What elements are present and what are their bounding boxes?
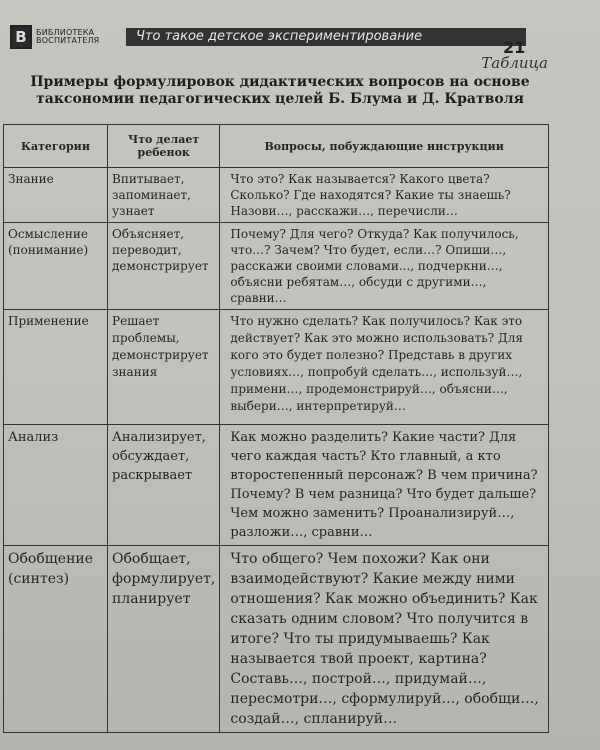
table-row <box>4 223 549 310</box>
page-header <box>6 24 526 57</box>
table-title <box>20 74 540 108</box>
questions-cell: Что нужно сделать? Как получилось? Как это действует? Как это можно использовать? Для кого это будет полезно? Представь в других условиях…, попробуй сделать…, используй…, примени…, продемонстрируй…, объясни…, выбери…, интерпретируй… <box>220 310 549 425</box>
table-row <box>4 546 549 733</box>
series-name-line2: ВОСПИТАТЕЛЯ <box>36 36 100 45</box>
category-cell: Осмысление (понимание) <box>4 223 108 310</box>
column-header-action: Что делает ребенок <box>108 125 220 168</box>
taxonomy-table <box>3 124 549 733</box>
questions-cell: Почему? Для чего? Откуда? Как получилось, что…? Зачем? Что будет, если…? Опиши…, расскажи своими словами..., подчеркни…, объясни ребятам…, обсуди с другими…, сравни… <box>220 223 549 310</box>
action-cell: Объясняет, переводит, демонстрирует <box>108 223 220 310</box>
category-cell: Обобщение (синтез) <box>4 546 108 733</box>
table-row <box>4 168 549 223</box>
section-title: Что такое детское экспериментирование <box>126 28 526 46</box>
table-row <box>4 425 549 546</box>
questions-cell: Что общего? Чем похожи? Как они взаимодействуют? Какие между ними отношения? Как можно объединить? Как сказать одним словом? Что получится в итоге? Что ты придумываешь? Как называется твой проект, картина? Составь…, построй…, придумай…, пересмотри…, сформулируй…, обобщи…, создай…, спланируй… <box>220 546 549 733</box>
series-logo: В <box>10 25 32 49</box>
action-cell: Анализирует, обсуждает, раскрывает <box>108 425 220 546</box>
action-cell: Решает проблемы, демонстрирует знания <box>108 310 220 425</box>
questions-cell: Как можно разделить? Какие части? Для чего каждая часть? Кто главный, а кто второстепенный персонаж? В чем причина? Почему? В чем разница? Что будет дальше? Чем можно заменить? Проанализируй…, разложи…, сравни… <box>220 425 549 546</box>
category-cell: Анализ <box>4 425 108 546</box>
category-cell: Применение <box>4 310 108 425</box>
series-name <box>36 29 106 45</box>
table-label: Таблица <box>481 54 548 72</box>
table-title-line1: Примеры формулировок дидактических вопросов на основе <box>30 74 530 90</box>
category-cell: Знание <box>4 168 108 223</box>
table-title-line2: таксономии педагогических целей Б. Блума и Д. Кратволя <box>36 91 524 107</box>
page-number: 21 <box>503 38 526 57</box>
action-cell: Обобщает, формулирует, планирует <box>108 546 220 733</box>
table-header-row <box>4 125 549 168</box>
column-header-category: Категории <box>4 125 108 168</box>
table-row <box>4 310 549 425</box>
questions-cell: Что это? Как называется? Какого цвета? Сколько? Где находятся? Какие ты знаешь? Назови…, расскажи…, перечисли… <box>220 168 549 223</box>
action-cell: Впитывает, запоминает, узнает <box>108 168 220 223</box>
series-name-line1: БИБЛИОТЕКА <box>36 28 95 37</box>
column-header-questions: Вопросы, побуждающие инструкции <box>220 125 549 168</box>
